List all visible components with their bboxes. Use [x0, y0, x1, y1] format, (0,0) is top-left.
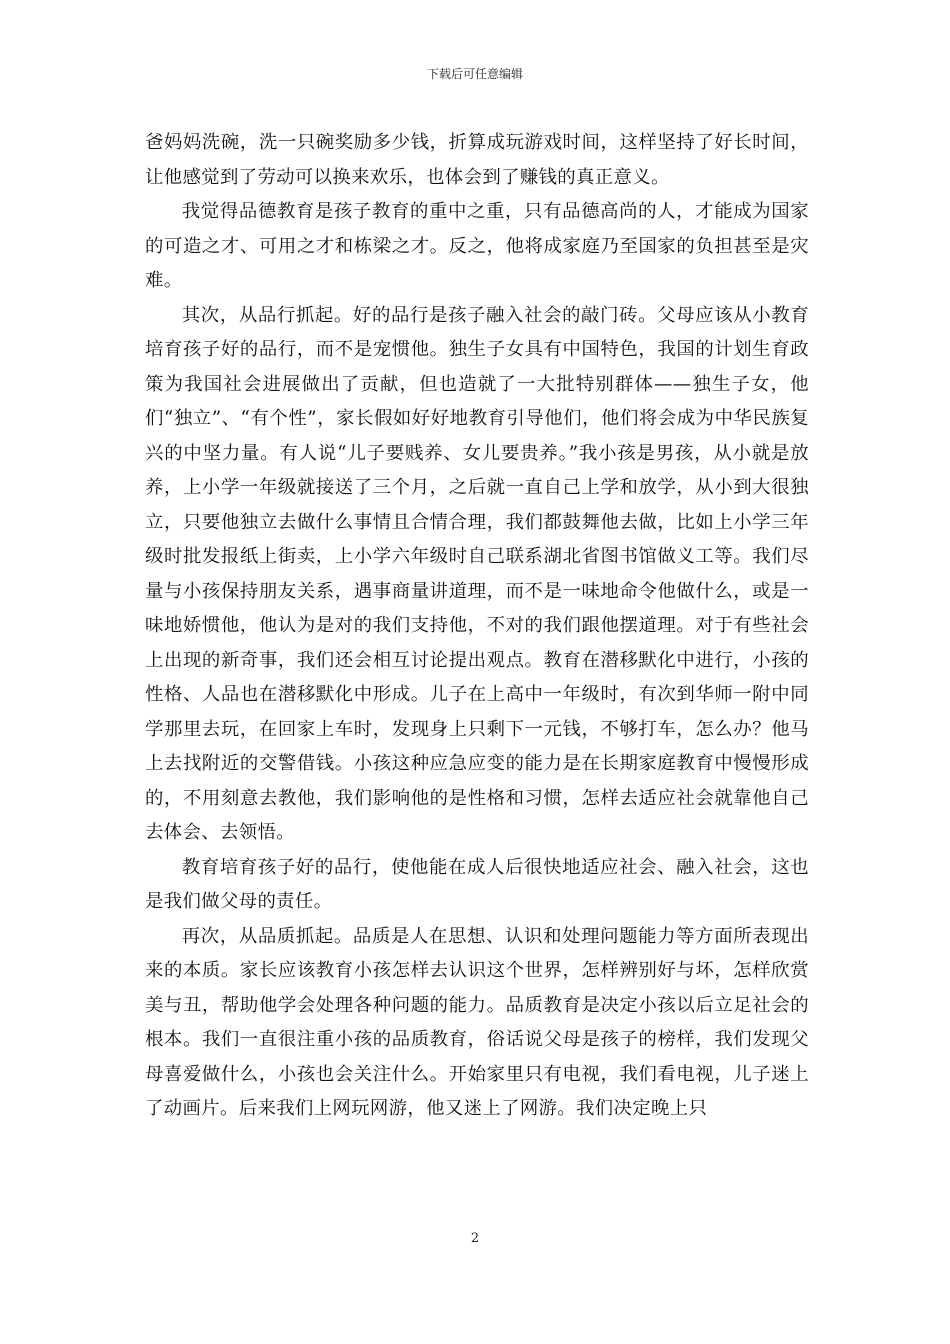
paragraph-3: 其次，从品行抓起。好的品行是孩子融入社会的敲门砖。父母应该从小教育培育孩子好的品行，而不是宠惯他。独生子女具有中国特色，我国的计划生育政策为我国社会进展做出了贡献，但也造就了一大批特别群体——独生子女，他们“独立”、“有个性”，家长假如好好地教育引导他们，他们将会成为中华民族复兴的中坚力量。有人说“儿子要贱养、女儿要贵养。”我小孩是男孩，从小就是放养，上小学一年级就接送了三个月，之后就一直自己上学和放学，从小到大很独立，只要他独立去做什么事情且合情合理，我们都鼓舞他去做，比如上小学三年级时批发报纸上街卖，上小学六年级时自己联系湖北省图书馆做义工等。我们尽量与小孩保持朋友关系，遇事商量讲道理，而不是一味地命令他做什么，或是一味地娇惯他，他认为是对的我们支持他，不对的我们跟他摆道理。对于有些社会上出现的新奇事，我们还会相互讨论提出观点。教育在潜移默化中进行，小孩的性格、人品也在潜移默化中形成。儿子在上高中一年级时，有次到华师一附中同学那里去玩，在回家上车时，发现身上只剩下一元钱，不够打车，怎么办？他马上去找附近的交警借钱。小孩这种应急应变的能力是在长期家庭教育中慢慢形成的，不用刻意去教他，我们影响他的是性格和习惯，怎样去适应社会就靠他自己去体会、去领悟。 [145, 304, 809, 843]
page-number: 2 [470, 1231, 480, 1246]
document-body [145, 126, 809, 1127]
paragraph-4: 教育培育孩子好的品行，使他能在成人后很快地适应社会、融入社会，这也是我们做父母的责任。 [145, 856, 809, 912]
paragraph-2: 我觉得品德教育是孩子教育的重中之重，只有品德高尚的人，才能成为国家的可造之才、可用之才和栋梁之才。反之，他将成家庭乃至国家的负担甚至是灾难。 [145, 201, 809, 291]
paragraph-1: 爸妈妈洗碗，洗一只碗奖励多少钱，折算成玩游戏时间，这样坚持了好长时间，让他感觉到了劳动可以换来欢乐，也体会到了赚钱的真正意义。 [145, 132, 809, 188]
page-header: 下载后可任意编辑 [426, 67, 523, 81]
paragraph-5: 再次，从品质抓起。品质是人在思想、认识和处理问题能力等方面所表现出来的本质。家长应该教育小孩怎样去认识这个世界，怎样辨别好与坏，怎样欣赏美与丑，帮助他学会处理各种问题的能力。品质教育是决定小孩以后立足社会的根本。我们一直很注重小孩的品质教育，俗话说父母是孩子的榜样，我们发现父母喜爱做什么，小孩也会关注什么。开始家里只有电视，我们看电视，儿子迷上了动画片。后来我们上网玩网游，他又迷上了网游。我们决定晚上只 [145, 925, 809, 1119]
